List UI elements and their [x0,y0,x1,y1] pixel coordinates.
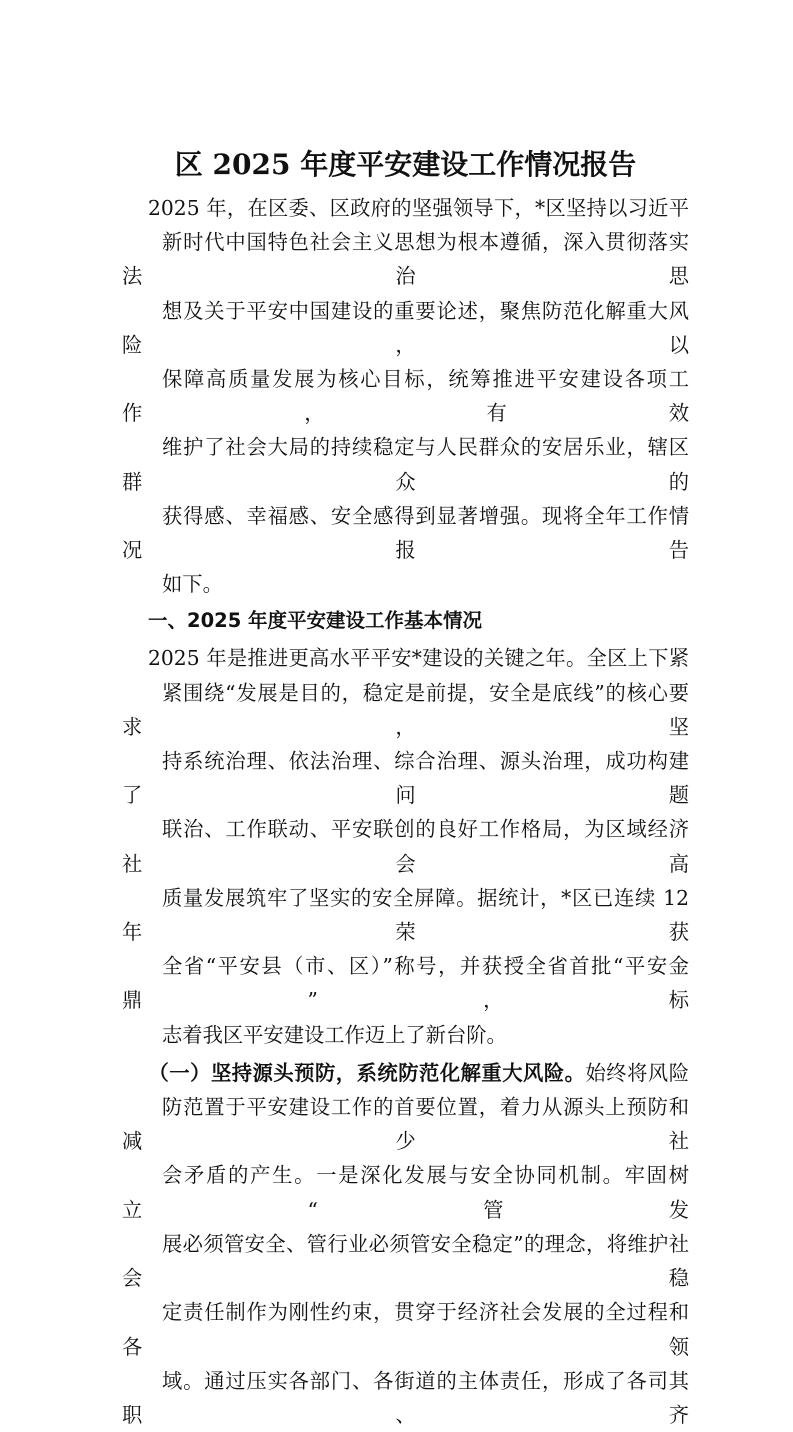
subsection-heading: （一）坚持源头预防，系统防范化解重大风险。 [148,1060,586,1085]
paragraph-line: 域。通过压实各部门、各街道的主体责任，形成了各司其职、齐 [122,1368,689,1427]
subsection-paragraph [122,1056,689,1432]
document-title: 区 2025 年度平安建设工作情况报告 [174,148,637,181]
intro-paragraph [122,191,689,601]
paragraph-line: 获得感、幸福感、安全感得到显著增强。现将全年工作情况报告 [122,503,689,563]
paragraph-line: 紧围绕“发展是目的，稳定是前提，安全是底线”的核心要求，坚 [122,680,689,739]
paragraph-line: 维护了社会大局的持续稳定与人民群众的安居乐业，辖区群众的 [122,435,689,494]
paragraph-line: 会矛盾的产生。一是深化发展与安全协同机制。牢固树立“管发 [122,1163,689,1222]
paragraph-line: 防范置于平安建设工作的首要位置，着力从源头上预防和减少社 [122,1095,689,1154]
paragraph-line: 全省“平安县（市、区）”称号，并获授全省首批“平安金鼎”，标 [122,954,689,1013]
paragraph-line: 保障高质量发展为核心目标，统筹推进平安建设各项工作，有效 [122,367,689,426]
section-heading: 一、2025 年度平安建设工作基本情况 [148,609,483,633]
paragraph-line: 质量发展筑牢了坚实的安全屏障。据统计，*区已连续 12 年荣获 [122,885,689,945]
paragraph-line: 志着我区平安建设工作迈上了新台阶。 [162,1022,507,1047]
paragraph-line: 联治、工作联动、平安联创的良好工作格局，为区域经济社会高 [122,817,689,876]
paragraph-line: （一）坚持源头预防，系统防范化解重大风险。始终将风险 [148,1060,689,1085]
paragraph-line: 2025 年，在区委、区政府的坚强领导下，*区坚持以习近平 [148,196,689,220]
section-paragraph [122,641,689,1051]
paragraph-line: 2025 年是推进更高水平平安*建设的关键之年。全区上下紧 [148,646,689,671]
paragraph-line: 定责任制作为刚性约束，贯穿于经济社会发展的全过程和各领 [122,1300,689,1359]
document-body [122,143,689,1432]
paragraph-line: 想及关于平安中国建设的重要论述，聚焦防范化解重大风险，以 [122,298,689,357]
paragraph-line: 持系统治理、依法治理、综合治理、源头治理，成功构建了问题 [122,749,689,808]
paragraph-line: 展必须管安全、管行业必须管安全稳定”的理念，将维护社会稳 [122,1231,689,1291]
paragraph-line: 新时代中国特色社会主义思想为根本遵循，深入贯彻落实法治思 [122,230,689,289]
paragraph-line: 如下。 [162,572,223,597]
